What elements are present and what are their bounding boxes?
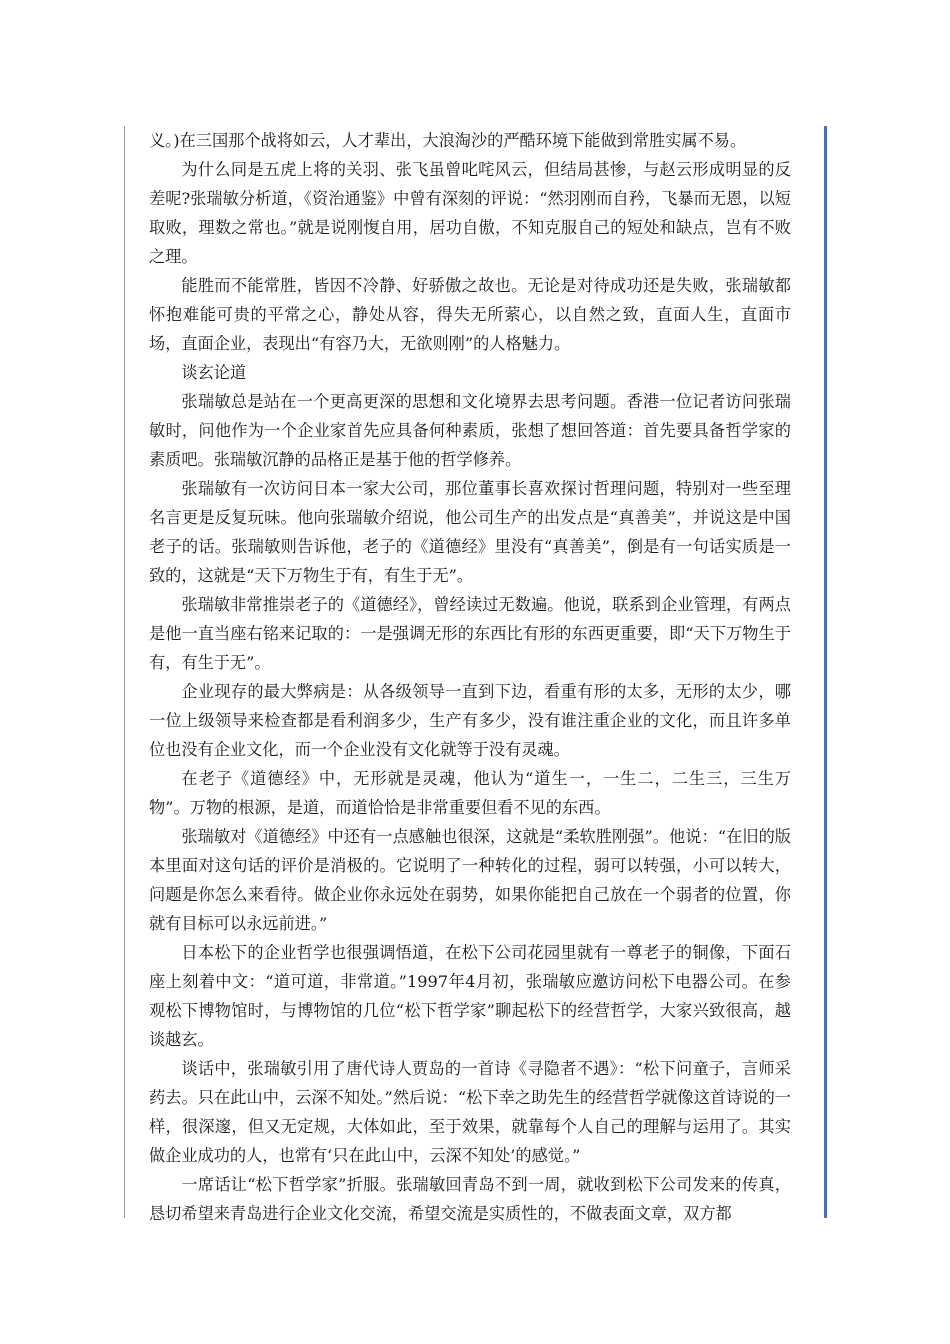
paragraph-7: 张瑞敏非常推崇老子的《道德经》，曾经读过无数遍。他说，联系到企业管理，有两点是他一直当座右铭来记取的：一是强调无形的东西比有形的东西更重要，即“天下万物生于有，有生于无”。 — [149, 595, 791, 672]
paragraph-2: 为什么同是五虎上将的关羽、张飞虽曾叱咤风云，但结局甚惨，与赵云形成明显的反差呢?张瑞敏分析道，《资治通鉴》中曾有深刻的评说：“然羽刚而自矜，飞暴而无恩，以短取败，理数之常也。”就是说刚愎自用，居功自傲，不知克服自己的短处和缺点，岂有不败之理。 — [149, 160, 791, 266]
paragraph-8: 企业现存的最大弊病是：从各级领导一直到下边，看重有形的太多，无形的太少，哪一位上级领导来检查都是看利润多少，生产有多少，没有谁注重企业的文化，而且许多单位也没有企业文化，而一个企业没有文化就等于没有灵魂。 — [149, 682, 791, 759]
paragraph-6: 张瑞敏有一次访问日本一家大公司，那位董事长喜欢探讨哲理问题，特别对一些至理名言更是反复玩味。他向张瑞敏介绍说，他公司生产的出发点是“真善美”，并说这是中国老子的话。张瑞敏则告诉他，老子的《道德经》里没有“真善美”，倒是有一句话实质是一致的，这就是“天下万物生于有，有生于无”。 — [149, 479, 791, 585]
paragraph-10: 张瑞敏对《道德经》中还有一点感触也很深，这就是“柔软胜刚强”。他说：“在旧的版本里面对这句话的评价是消极的。它说明了一种转化的过程，弱可以转强，小可以转大，问题是你怎么来看待。做企业你永远处在弱势，如果你能把自己放在一个弱者的位置，你就有目标可以永远前进。” — [149, 827, 791, 933]
paragraph-1: 义。)在三国那个战将如云，人才辈出，大浪淘沙的严酷环境下能做到常胜实属不易。 — [149, 131, 747, 150]
paragraph-13: 一席话让“松下哲学家”折服。张瑞敏回青岛不到一周，就收到松下公司发来的传真，恳切希望来青岛进行企业文化交流，希望交流是实质性的，不做表面文章，双方都 — [149, 1175, 791, 1223]
right-margin-rule — [824, 126, 827, 1218]
paragraph-11: 日本松下的企业哲学也很强调悟道，在松下公司花园里就有一尊老子的铜像，下面石座上刻着中文：“道可道，非常道。”1997年4月初，张瑞敏应邀访问松下电器公司。在参观松下博物馆时，与博物馆的几位“松下哲学家”聊起松下的经营哲学，大家兴致很高，越谈越玄。 — [149, 943, 791, 1049]
section-heading: 谈玄论道 — [181, 363, 247, 382]
paragraph-5: 张瑞敏总是站在一个更高更深的思想和文化境界去思考问题。香港一位记者访问张瑞敏时，问他作为一个企业家首先应具备何种素质，张想了想回答道：首先要具备哲学家的素质吧。张瑞敏沉静的品格正是基于他的哲学修养。 — [149, 392, 791, 469]
body-text — [149, 126, 791, 1228]
paragraph-12: 谈话中，张瑞敏引用了唐代诗人贾岛的一首诗《寻隐者不遇》：“松下问童子，言师采药去。只在此山中，云深不知处。”然后说：“松下幸之助先生的经营哲学就像这首诗说的一样，很深邃，但又无定规，大体如此，至于效果，就靠每个人自己的理解与运用了。其实做企业成功的人，也常有‘只在此山中，云深不知处’的感觉。” — [149, 1059, 791, 1165]
left-margin-rule — [124, 126, 125, 1218]
paragraph-9: 在老子《道德经》中，无形就是灵魂，他认为“道生一，一生二，二生三，三生万物”。万物的根源，是道，而道恰恰是非常重要但看不见的东西。 — [149, 769, 791, 817]
paragraph-3: 能胜而不能常胜，皆因不冷静、好骄傲之故也。无论是对待成功还是失败，张瑞敏都怀抱难能可贵的平常之心，静处从容，得失无所萦心，以自然之致，直面人生，直面市场，直面企业，表现出“有容乃大，无欲则刚”的人格魅力。 — [149, 276, 791, 353]
